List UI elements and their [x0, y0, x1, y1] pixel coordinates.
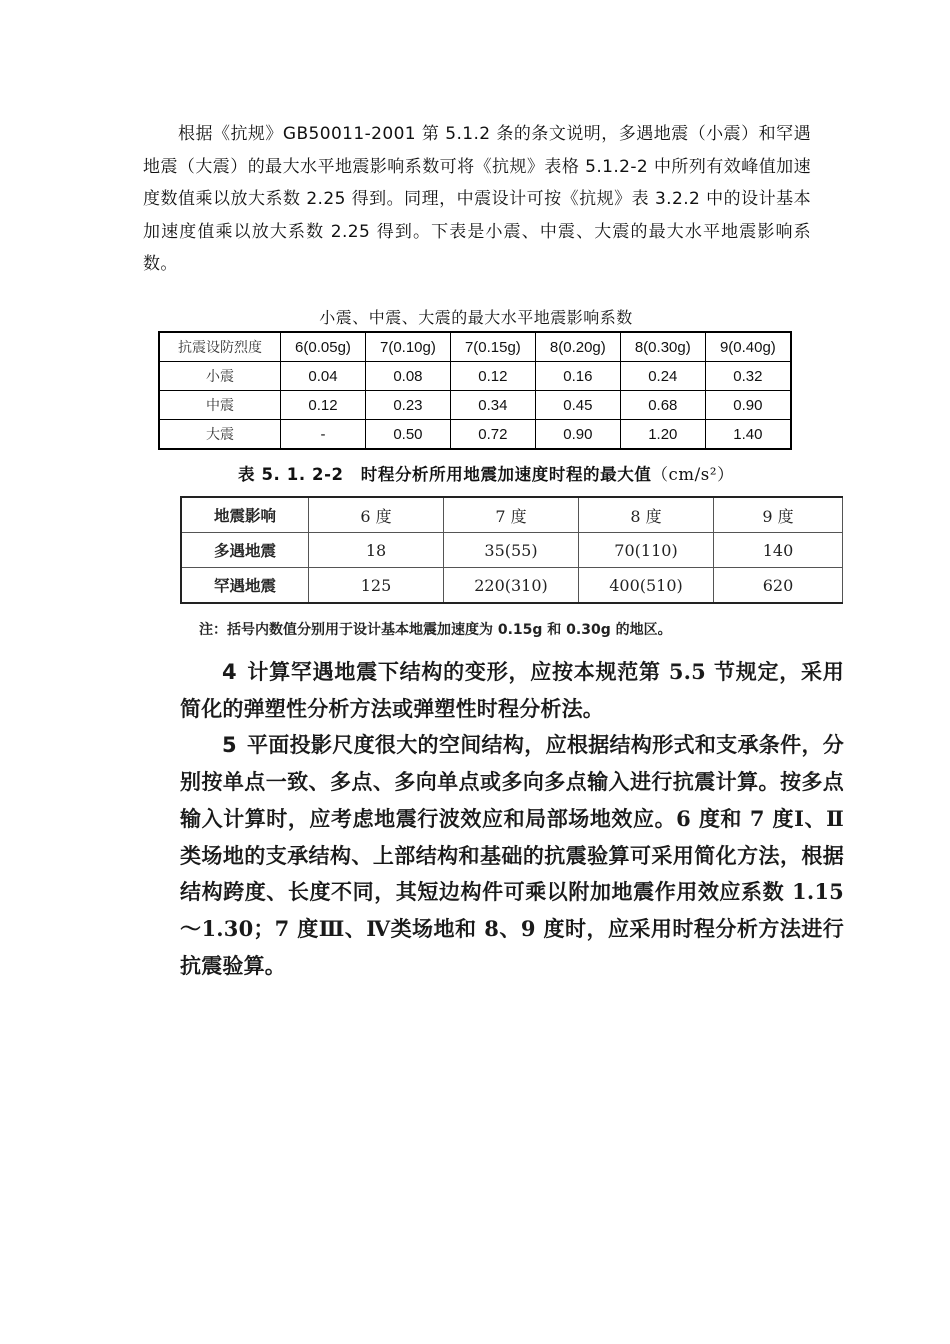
table-cell: 1.20 — [620, 420, 705, 450]
table-cell: 0.90 — [535, 420, 620, 450]
table-header-cell: 8(0.30g) — [620, 332, 705, 362]
table-cell: 18 — [309, 533, 444, 568]
table-cell: 220(310) — [444, 568, 579, 604]
seismic-coefficient-table — [158, 331, 792, 450]
table-header-cell: 7(0.10g) — [365, 332, 450, 362]
row-label: 中震 — [159, 391, 281, 420]
table-cell: 0.72 — [450, 420, 535, 450]
table-cell: 125 — [309, 568, 444, 604]
table-header-cell: 9 度 — [714, 497, 843, 533]
table-row — [181, 568, 843, 604]
table-cell: 0.04 — [281, 362, 366, 391]
table-header-cell: 9(0.40g) — [705, 332, 791, 362]
table-cell: 0.24 — [620, 362, 705, 391]
clause-text: 计算罕遇地震下结构的变形，应按本规范第 5.5 节规定，采用简化的弹塑性分析方法或弹塑性时程分析法。 — [180, 659, 844, 721]
table-header-cell: 地震影响 — [181, 497, 309, 533]
table-cell: - — [281, 420, 366, 450]
table2-title-text: 表 5. 1. 2-2 时程分析所用地震加速度时程的最大值 — [238, 465, 652, 484]
table-cell: 35(55) — [444, 533, 579, 568]
table-cell: 0.23 — [365, 391, 450, 420]
clause-number: 5 — [222, 733, 237, 758]
table-cell: 0.16 — [535, 362, 620, 391]
intro-paragraph: 根据《抗规》GB50011-2001 第 5.1.2 条的条文说明，多遇地震（小震）和罕遇地震（大震）的最大水平地震影响系数可将《抗规》表格 5.1.2-2 中所列有效峰值加速度数值乘以放大系数 2.25 得到。同理，中震设计可按《抗规》表 3.2.2 中的设计基本加速度值乘以放大系数 2.25 得到。下表是小震、中震、大震的最大水平地震影响系数。 — [143, 124, 811, 274]
table-header-cell: 抗震设防烈度 — [159, 332, 281, 362]
clause-4 — [180, 654, 844, 727]
table2-title — [238, 461, 734, 485]
row-label: 小震 — [159, 362, 281, 391]
table-cell: 0.12 — [281, 391, 366, 420]
table1-caption: 小震、中震、大震的最大水平地震影响系数 — [319, 308, 633, 327]
table-cell: 0.32 — [705, 362, 791, 391]
table-cell: 0.12 — [450, 362, 535, 391]
row-label: 罕遇地震 — [181, 568, 309, 604]
table2-note: 注：括号内数值分别用于设计基本地震加速度为 0.15g 和 0.30g 的地区。 — [199, 622, 672, 638]
table-row — [159, 420, 791, 450]
row-label: 大震 — [159, 420, 281, 450]
clause-5 — [180, 727, 844, 984]
table-cell: 0.45 — [535, 391, 620, 420]
table-cell: 0.90 — [705, 391, 791, 420]
table2-unit: （cm/s²） — [651, 465, 735, 484]
table-header-cell: 8(0.20g) — [535, 332, 620, 362]
table-row — [159, 391, 791, 420]
table-row — [181, 533, 843, 568]
table-header-cell: 7 度 — [444, 497, 579, 533]
code-clauses — [180, 654, 844, 984]
table-header-row — [159, 332, 791, 362]
table-row — [159, 362, 791, 391]
table-cell: 0.68 — [620, 391, 705, 420]
table-header-cell: 6 度 — [309, 497, 444, 533]
table-header-cell: 6(0.05g) — [281, 332, 366, 362]
table-cell: 620 — [714, 568, 843, 604]
table-cell: 400(510) — [579, 568, 714, 604]
table-cell: 1.40 — [705, 420, 791, 450]
table-cell: 0.50 — [365, 420, 450, 450]
table-cell: 0.08 — [365, 362, 450, 391]
clause-text: 平面投影尺度很大的空间结构，应根据结构形式和支承条件，分别按单点一致、多点、多向单点或多向多点输入进行抗震计算。按多点输入计算时，应考虑地震行波效应和局部场地效应。6 度和 7 度Ⅰ、Ⅱ类场地的支承结构、上部结构和基础的抗震验算可采用简化方法，根据结构跨度、长度不同，其短边构件可乘以附加地震作用效应系数 1.15～1.30；7 度Ⅲ、Ⅳ类场地和 8、9 度时，应采用时程分析方法进行抗震验算。 — [180, 732, 844, 978]
table-header-cell: 8 度 — [579, 497, 714, 533]
clause-number: 4 — [222, 660, 237, 684]
table-cell: 0.34 — [450, 391, 535, 420]
table-cell: 70(110) — [579, 533, 714, 568]
row-label: 多遇地震 — [181, 533, 309, 568]
table-header-row — [181, 497, 843, 533]
table-cell: 140 — [714, 533, 843, 568]
table-header-cell: 7(0.15g) — [450, 332, 535, 362]
acceleration-time-history-table — [180, 496, 843, 604]
